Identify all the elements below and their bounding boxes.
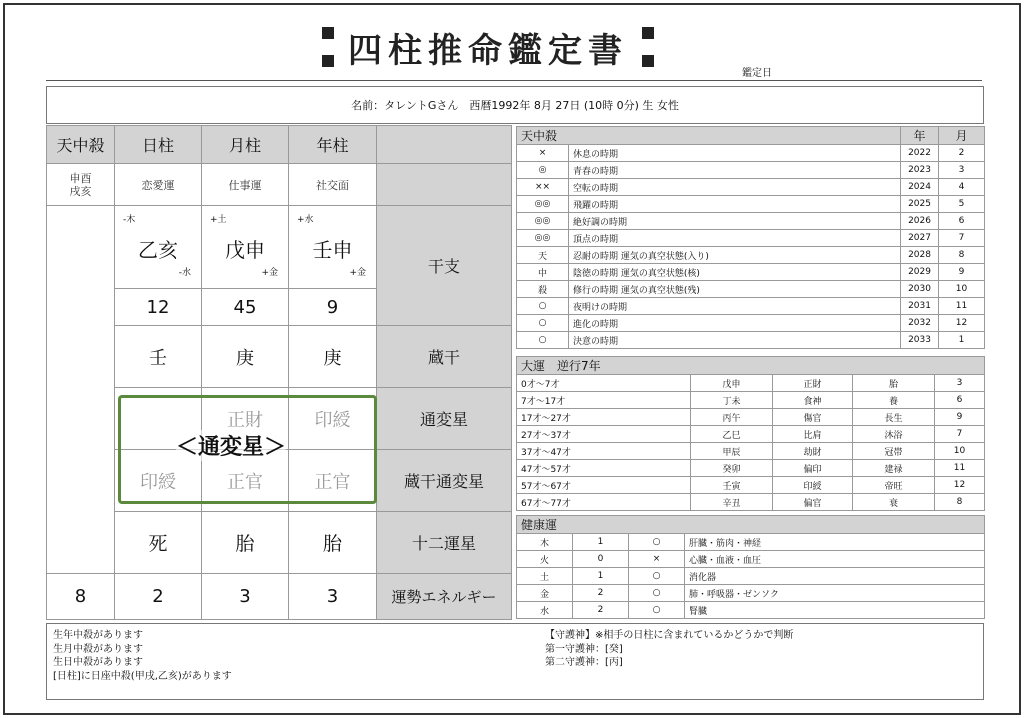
taiun-number: 6 xyxy=(935,392,985,409)
table-row xyxy=(517,196,985,213)
guardian-note: 第一守護神：[癸] xyxy=(545,643,623,655)
table-row xyxy=(517,494,985,511)
footer-guardian-notes xyxy=(545,629,793,670)
taiun-kanshi: 丙午 xyxy=(691,409,773,426)
juuni-unsei-year: 胎 xyxy=(289,512,377,574)
kanshi-day-sub: -水 xyxy=(178,268,191,278)
kanshi-month-top: +土 xyxy=(210,215,227,225)
period-mark: ◎◎ xyxy=(517,213,569,230)
table-row xyxy=(517,332,985,349)
taiun-age-range: 17才～27才 xyxy=(517,409,691,426)
taiun-number: 8 xyxy=(935,494,985,511)
footer-note: 生月中殺があります xyxy=(53,643,143,655)
taiun-age-range: 0才～7才 xyxy=(517,375,691,392)
kanshi-day-main: 乙亥 xyxy=(138,238,178,262)
period-month: 11 xyxy=(939,298,985,315)
footer-note: 生年中殺があります xyxy=(53,630,143,641)
period-year: 2032 xyxy=(901,315,939,332)
health-count: 1 xyxy=(573,534,629,551)
taiun-star: 食神 xyxy=(773,392,853,409)
zoukan-tsuhensei-year: 正官 xyxy=(289,450,377,512)
period-year: 2025 xyxy=(901,196,939,213)
period-description: 夜明けの時期 xyxy=(569,298,901,315)
taiun-kanshi: 壬寅 xyxy=(691,477,773,494)
label-zoukan: 蔵干 xyxy=(377,326,512,388)
period-month: 12 xyxy=(939,315,985,332)
footer-note: 生日中殺があります xyxy=(53,657,143,668)
taiun-age-range: 27才～37才 xyxy=(517,426,691,443)
taiun-star: 偏官 xyxy=(773,494,853,511)
health-mark: × xyxy=(629,551,685,568)
period-description: 決意の時期 xyxy=(569,332,901,349)
table-row xyxy=(517,213,985,230)
health-element: 土 xyxy=(517,568,573,585)
kanshi-year-sub: +金 xyxy=(349,268,366,278)
header-year-pillar: 年柱 xyxy=(289,126,377,164)
page-title: 四柱推命鑑定書 xyxy=(348,30,628,71)
health-count: 1 xyxy=(573,568,629,585)
tsuhensei-highlight-label: ＜通変星＞ xyxy=(176,430,286,461)
energy-tenchusatsu: 8 xyxy=(47,574,115,620)
table-row xyxy=(517,375,985,392)
health-table xyxy=(516,515,985,619)
period-description: 忍耐の時期 運気の真空状態(入り) xyxy=(569,247,901,264)
footer-box xyxy=(46,623,984,700)
health-count: 2 xyxy=(573,602,629,619)
health-organs: 肺・呼吸器・ゼンソク xyxy=(685,585,985,602)
taiun-age-range: 47才～57才 xyxy=(517,460,691,477)
juuni-unsei-month: 胎 xyxy=(202,512,289,574)
health-organs: 消化器 xyxy=(685,568,985,585)
period-mark: ◎◎ xyxy=(517,230,569,247)
taiun-unsei: 胎 xyxy=(853,375,935,392)
table-row xyxy=(517,534,985,551)
health-mark: ○ xyxy=(629,534,685,551)
period-year: 2028 xyxy=(901,247,939,264)
title-right-mark xyxy=(642,27,654,67)
period-month: 6 xyxy=(939,213,985,230)
taiun-unsei: 冠帯 xyxy=(853,443,935,460)
table-row xyxy=(517,460,985,477)
table-row xyxy=(517,568,985,585)
period-year: 2026 xyxy=(901,213,939,230)
health-count: 0 xyxy=(573,551,629,568)
period-description: 青春の時期 xyxy=(569,162,901,179)
health-mark: ○ xyxy=(629,602,685,619)
tsuhensei-month: 正財 xyxy=(202,388,289,450)
taiun-kanshi: 丁未 xyxy=(691,392,773,409)
taiun-age-range: 57才～67才 xyxy=(517,477,691,494)
taiun-table xyxy=(516,356,985,511)
period-month: 9 xyxy=(939,264,985,281)
taiun-kanshi: 辛丑 xyxy=(691,494,773,511)
kanshi-month-main: 戊申 xyxy=(225,238,265,262)
table-row xyxy=(517,392,985,409)
zoukan-tsuhensei-day: 印綬 xyxy=(115,450,202,512)
kanshi-year xyxy=(289,206,377,289)
period-description: 休息の時期 xyxy=(569,145,901,162)
table-row xyxy=(517,602,985,619)
zoukan-month: 庚 xyxy=(202,326,289,388)
health-element: 金 xyxy=(517,585,573,602)
pillars-table xyxy=(46,125,512,620)
taiun-star: 印綬 xyxy=(773,477,853,494)
taiun-kanshi: 甲辰 xyxy=(691,443,773,460)
period-description: 陰徳の時期 運気の真空状態(核) xyxy=(569,264,901,281)
health-element: 火 xyxy=(517,551,573,568)
table-row xyxy=(517,426,985,443)
table-row xyxy=(517,477,985,494)
tenchusatsu-column-blank xyxy=(47,206,115,574)
kanshi-day xyxy=(115,206,202,289)
profile-box xyxy=(46,86,984,124)
health-count: 2 xyxy=(573,585,629,602)
period-mark: 殺 xyxy=(517,281,569,298)
period-mark: ×× xyxy=(517,179,569,196)
period-month: 4 xyxy=(939,179,985,196)
health-organs: 肝臓・筋肉・神経 xyxy=(685,534,985,551)
period-mark: ◎◎ xyxy=(517,196,569,213)
taiun-unsei: 養 xyxy=(853,392,935,409)
table-row xyxy=(517,247,985,264)
tenchusatsu-table xyxy=(516,126,985,349)
title-block xyxy=(322,24,654,70)
table-row xyxy=(517,145,985,162)
taiun-table-title: 大運 逆行7年 xyxy=(517,357,985,375)
tenchusatsu-value: 申酉 戌亥 xyxy=(47,164,115,206)
period-description: 修行の時期 運気の真空状態(残) xyxy=(569,281,901,298)
title-left-mark xyxy=(322,27,334,67)
health-element: 木 xyxy=(517,534,573,551)
health-mark: ○ xyxy=(629,585,685,602)
energy-year: 3 xyxy=(289,574,377,620)
taiun-number: 10 xyxy=(935,443,985,460)
period-month: 8 xyxy=(939,247,985,264)
period-year: 2031 xyxy=(901,298,939,315)
title-divider xyxy=(46,80,982,81)
period-description: 頂点の時期 xyxy=(569,230,901,247)
fortune-day: 恋愛運 xyxy=(115,164,202,206)
taiun-kanshi: 癸卯 xyxy=(691,460,773,477)
period-mark: × xyxy=(517,145,569,162)
footer-note: [日柱]に日座中殺(甲戌,乙亥)があります xyxy=(53,670,232,682)
table-row xyxy=(517,551,985,568)
table-row xyxy=(517,281,985,298)
period-month: 3 xyxy=(939,162,985,179)
taiun-number: 9 xyxy=(935,409,985,426)
period-description: 空転の時期 xyxy=(569,179,901,196)
period-mark: ◎ xyxy=(517,162,569,179)
fortune-year: 社交面 xyxy=(289,164,377,206)
taiun-number: 12 xyxy=(935,477,985,494)
kanshi-month xyxy=(202,206,289,289)
number-day: 12 xyxy=(115,289,202,326)
energy-month: 3 xyxy=(202,574,289,620)
label-juuni-unsei: 十二運星 xyxy=(377,512,512,574)
period-mark: 天 xyxy=(517,247,569,264)
table-row xyxy=(517,585,985,602)
kanshi-year-top: +水 xyxy=(297,215,314,225)
energy-day: 2 xyxy=(115,574,202,620)
taiun-unsei: 帝旺 xyxy=(853,477,935,494)
period-month: 10 xyxy=(939,281,985,298)
period-month: 5 xyxy=(939,196,985,213)
taiun-age-range: 37才～47才 xyxy=(517,443,691,460)
taiun-unsei: 沐浴 xyxy=(853,426,935,443)
taiun-kanshi: 乙巳 xyxy=(691,426,773,443)
period-mark: ○ xyxy=(517,298,569,315)
profile-line: 名前：タレントGさん 西暦1992年 8月 27日 (10時 0分) 生 女性 xyxy=(351,99,679,112)
taiun-star: 正財 xyxy=(773,375,853,392)
appraisal-date-label: 鑑定日 xyxy=(742,68,772,79)
header-day-pillar: 日柱 xyxy=(115,126,202,164)
kanshi-year-main: 壬申 xyxy=(312,238,353,262)
header-blank xyxy=(377,126,512,164)
taiun-age-range: 7才～17才 xyxy=(517,392,691,409)
period-description: 飛躍の時期 xyxy=(569,196,901,213)
period-description: 絶好調の時期 xyxy=(569,213,901,230)
header-month-pillar: 月柱 xyxy=(202,126,289,164)
table-row xyxy=(517,443,985,460)
health-table-title: 健康運 xyxy=(517,516,985,534)
taiun-star: 偏印 xyxy=(773,460,853,477)
period-description: 進化の時期 xyxy=(569,315,901,332)
tenchusatsu-table-title: 天中殺 xyxy=(517,127,901,145)
number-month: 45 xyxy=(202,289,289,326)
table-row xyxy=(517,230,985,247)
period-month: 1 xyxy=(939,332,985,349)
taiun-unsei: 衰 xyxy=(853,494,935,511)
label-tsuhensei: 通変星 xyxy=(377,388,512,450)
fortune-month: 仕事運 xyxy=(202,164,289,206)
taiun-star: 劫財 xyxy=(773,443,853,460)
taiun-unsei: 長生 xyxy=(853,409,935,426)
taiun-number: 11 xyxy=(935,460,985,477)
zoukan-tsuhensei-month: 正官 xyxy=(202,450,289,512)
label-kanshi: 干支 xyxy=(377,206,512,326)
health-organs: 腎臓 xyxy=(685,602,985,619)
fortune-label-blank xyxy=(377,164,512,206)
kanshi-day-top: -木 xyxy=(123,215,136,225)
tsuhensei-year: 印綬 xyxy=(289,388,377,450)
guardian-note: 【守護神】※相手の日柱に含まれているかどうかで判断 xyxy=(545,630,794,641)
table-row xyxy=(517,179,985,196)
health-element: 水 xyxy=(517,602,573,619)
footer-left-notes xyxy=(53,629,232,683)
taiun-age-range: 67才～77才 xyxy=(517,494,691,511)
table-row xyxy=(517,264,985,281)
zoukan-year: 庚 xyxy=(289,326,377,388)
period-year: 2030 xyxy=(901,281,939,298)
period-year: 2027 xyxy=(901,230,939,247)
number-year: 9 xyxy=(289,289,377,326)
period-mark: 中 xyxy=(517,264,569,281)
health-organs: 心臓・血液・血圧 xyxy=(685,551,985,568)
taiun-star: 比肩 xyxy=(773,426,853,443)
tenchusatsu-col-year: 年 xyxy=(901,127,939,145)
tenchusatsu-col-month: 月 xyxy=(939,127,985,145)
period-year: 2022 xyxy=(901,145,939,162)
kanshi-month-sub: +金 xyxy=(261,268,278,278)
taiun-number: 7 xyxy=(935,426,985,443)
taiun-unsei: 建禄 xyxy=(853,460,935,477)
header-tenchusatsu: 天中殺 xyxy=(47,126,115,164)
period-year: 2033 xyxy=(901,332,939,349)
table-row xyxy=(517,409,985,426)
table-row xyxy=(517,298,985,315)
taiun-kanshi: 戊申 xyxy=(691,375,773,392)
health-mark: ○ xyxy=(629,568,685,585)
table-row xyxy=(517,162,985,179)
zoukan-day: 壬 xyxy=(115,326,202,388)
taiun-star: 傷官 xyxy=(773,409,853,426)
period-year: 2024 xyxy=(901,179,939,196)
period-month: 7 xyxy=(939,230,985,247)
taiun-number: 3 xyxy=(935,375,985,392)
period-year: 2029 xyxy=(901,264,939,281)
table-row xyxy=(517,315,985,332)
period-year: 2023 xyxy=(901,162,939,179)
period-mark: ○ xyxy=(517,315,569,332)
juuni-unsei-day: 死 xyxy=(115,512,202,574)
guardian-note: 第二守護神：[丙] xyxy=(545,657,623,668)
period-mark: ○ xyxy=(517,332,569,349)
label-energy: 運勢エネルギー xyxy=(377,574,512,620)
label-zoukan-tsuhensei: 蔵干通変星 xyxy=(377,450,512,512)
period-month: 2 xyxy=(939,145,985,162)
